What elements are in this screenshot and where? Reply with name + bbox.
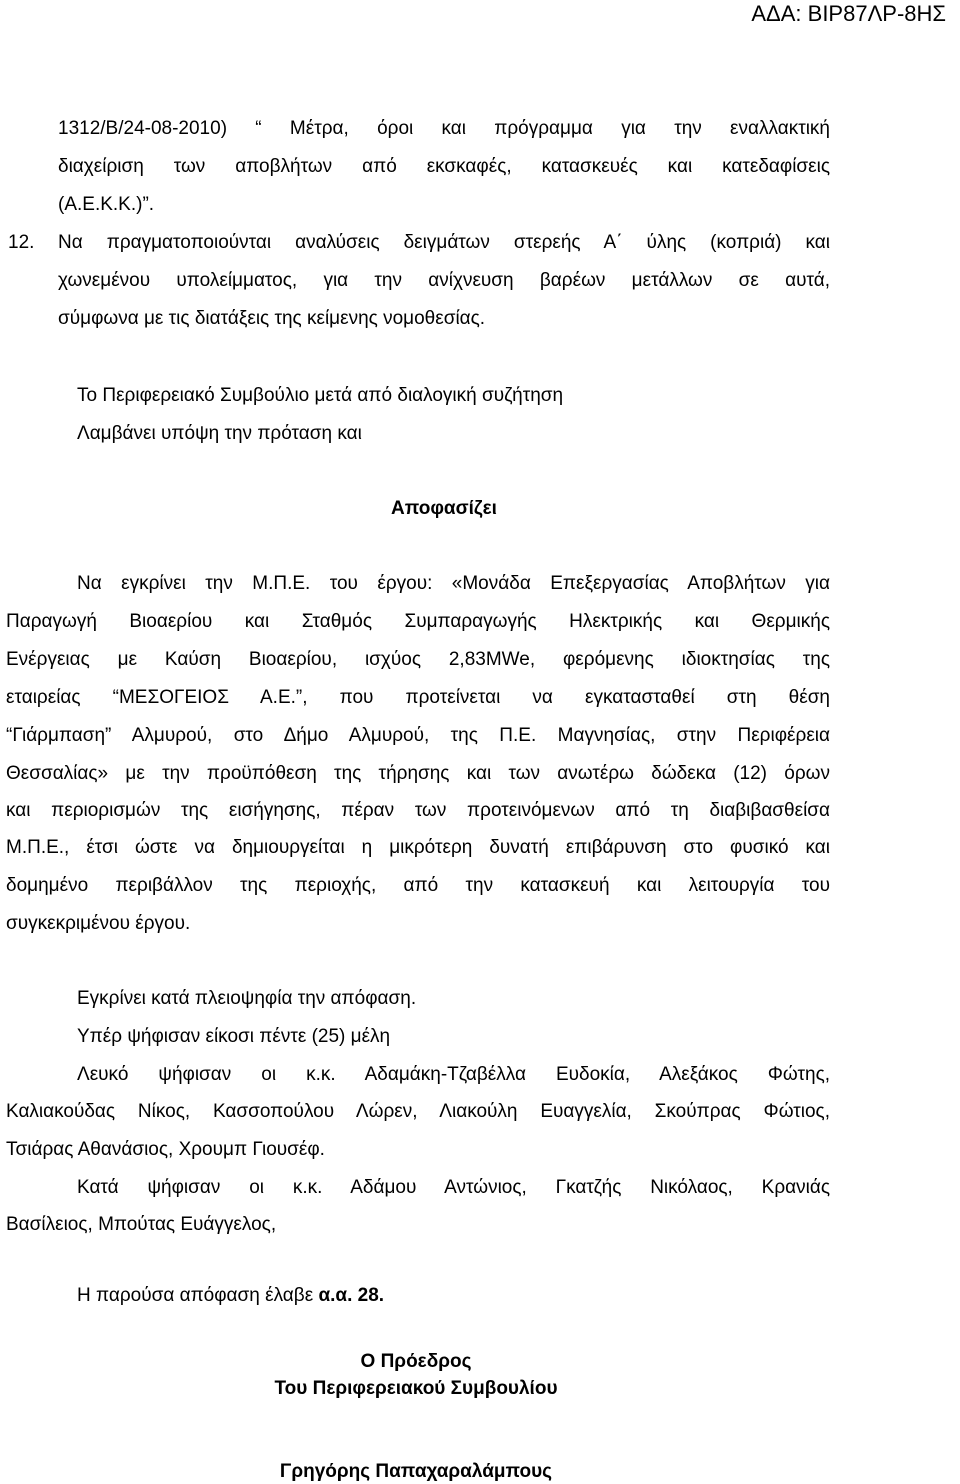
- decision-line-2: Παραγωγή Βιοαερίου και Σταθμός Συμπαραγωγής Ηλεκτρικής και Θερμικής: [6, 611, 830, 632]
- item12-line-1: Να πραγματοποιούνται αναλύσεις δειγμάτων στερεής Α΄ ύλης (κοπριά) και: [58, 232, 830, 253]
- council-line-2: Λαμβάνει υπόψη την πρόταση και: [77, 423, 362, 444]
- decision-line-10: συγκεκριμένου έργου.: [6, 913, 191, 934]
- item12-number: 12.: [8, 232, 35, 253]
- decision-line-5: “Γιάρμπαση” Αλμυρού, στο Δήμο Αλμυρού, της Π.Ε. Μαγνησίας, στην Περιφέρεια: [6, 725, 830, 746]
- decision-line-3: Ενέργειας με Καύση Βιοαερίου, ισχύος 2,83MWe, φερόμενης ιδιοκτησίας της: [6, 649, 830, 670]
- decision-line-1: Να εγκρίνει την Μ.Π.Ε. του έργου: «Μονάδα Επεξεργασίας Αποβλήτων για: [77, 573, 830, 594]
- item11-line-3: (Α.Ε.Κ.Κ.)”.: [58, 194, 155, 215]
- decision-line-8: Μ.Π.Ε., έτσι ώστε να δημιουργείται η μικρότερη δυνατή επιβάρυνση στο φυσικό και: [6, 837, 830, 858]
- signature-name: Γρηγόρης Παπαχαραλάμπους: [279, 1461, 553, 1482]
- vote-blank-line-2: Καλιακούδας Νίκος, Κασσοπούλου Λώρεν, Λιακούλη Ευαγγελία, Σκούπρας Φώτιος,: [6, 1101, 830, 1122]
- item11-line-1: 1312/Β/24-08-2010) “ Μέτρα, όροι και πρόγραμμα για την εναλλακτική: [58, 118, 830, 139]
- signature-title-1: Ο Πρόεδρος: [360, 1351, 472, 1372]
- decision-number-prefix: Η παρούσα απόφαση έλαβε: [77, 1285, 319, 1306]
- council-line-1: Το Περιφερειακό Συμβούλιο μετά από διαλογική συζήτηση: [77, 385, 564, 406]
- ada-code: ΑΔΑ: ΒΙΡ87ΛΡ-8ΗΣ: [751, 1, 946, 26]
- vote-blank-line-3: Τσιάρας Αθανάσιος, Χρουμπ Γιουσέφ.: [6, 1139, 325, 1160]
- vote-blank-line-1: Λευκό ψήφισαν οι κ.κ. Αδαμάκη-Τζαβέλλα Ευδοκία, Αλεξάκος Φώτης,: [77, 1064, 830, 1085]
- item12-line-2: χωνεμένου υπολείμματος, για την ανίχνευση βαρέων μετάλλων σε αυτά,: [58, 270, 830, 291]
- decision-line-4: εταιρείας “ΜΕΣΟΓΕΙΟΣ Α.Ε.”, που προτείνεται να εγκατασταθεί στη θέση: [6, 687, 830, 708]
- vote-against-line-2: Βασίλειος, Μπούτας Ευάγγελος,: [6, 1214, 277, 1235]
- vote-in-favor: Υπέρ ψήφισαν είκοσι πέντε (25) μέλη: [77, 1026, 391, 1047]
- signature-title-2: Του Περιφερειακού Συμβουλίου: [274, 1378, 558, 1399]
- decision-number: [77, 1284, 384, 1308]
- decides-heading: Αποφασίζει: [391, 498, 497, 519]
- vote-against-line-1: Κατά ψήφισαν οι κ.κ. Αδάμου Αντώνιος, Γκατζής Νικόλαος, Κρανιάς: [77, 1177, 830, 1198]
- item12-line-3: σύμφωνα με τις διατάξεις της κείμενης νομοθεσίας.: [58, 308, 486, 329]
- decision-line-7: και περιορισμών της εισήγησης, πέραν των προτεινόμενων από τη διαβιβασθείσα: [6, 800, 830, 821]
- decision-line-6: Θεσσαλίας» με την προϋπόθεση της τήρησης και των ανωτέρω δώδεκα (12) όρων: [6, 763, 830, 784]
- item11-line-2: διαχείριση των αποβλήτων από εκσκαφές, κατασκευές και κατεδαφίσεις: [58, 156, 830, 177]
- vote-approved: Εγκρίνει κατά πλειοψηφία την απόφαση.: [77, 988, 417, 1009]
- decision-line-9: δομημένο περιβάλλον της περιοχής, από την κατασκευή και λειτουργία του: [6, 875, 830, 896]
- decision-number-value: α.α. 28.: [318, 1285, 385, 1306]
